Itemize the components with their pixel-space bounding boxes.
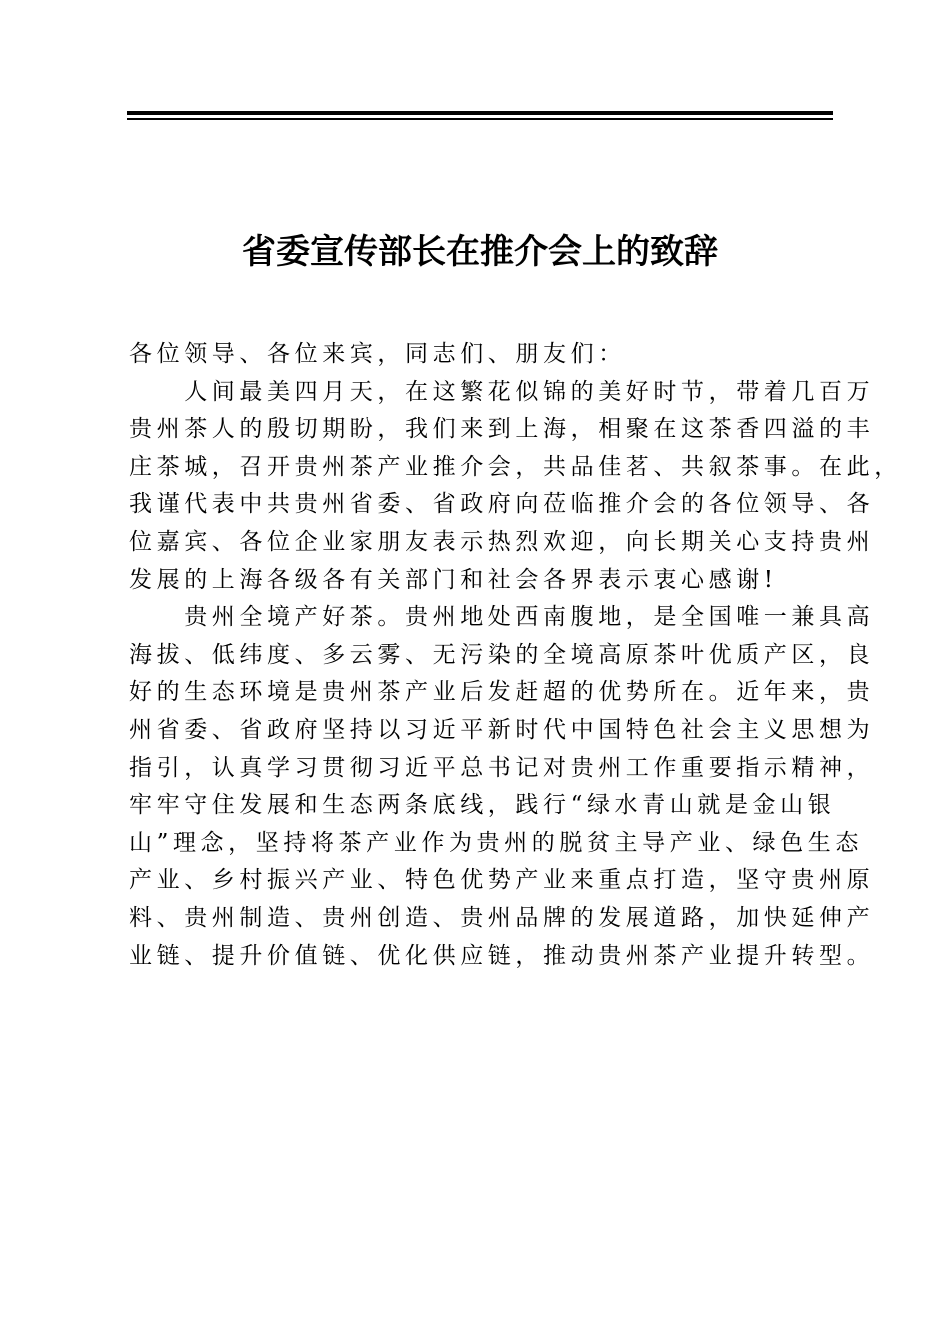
paragraph-line: 山”理念，坚持将茶产业作为贵州的脱贫主导产业、绿色生态 <box>129 829 863 856</box>
paragraph-line: 产业、乡村振兴产业、特色优势产业来重点打造，坚守贵州原 <box>129 867 875 894</box>
paragraph-line: 贵州茶人的殷切期盼，我们来到上海，相聚在这茶香四溢的丰 <box>129 416 875 443</box>
paragraph-line: 人间最美四月天，在这繁花似锦的美好时节，带着几百万 <box>129 378 875 405</box>
paragraph-2 <box>129 599 875 975</box>
document-title: 省委宣传部长在推介会上的致辞 <box>242 232 718 272</box>
paragraph-line: 指引，认真学习贯彻习近平总书记对贵州工作重要指示精神， <box>129 754 875 781</box>
paragraph-line: 发展的上海各级各有关部门和社会各界表示衷心感谢! <box>129 566 778 593</box>
paragraph-line: 庄茶城，召开贵州茶产业推介会，共品佳茗、共叙茶事。在此， <box>129 453 902 480</box>
paragraph-line: 业链、提升价值链、优化供应链，推动贵州茶产业提升转型。 <box>129 942 875 969</box>
paragraph-line: 牢牢守住发展和生态两条底线，践行“绿水青山就是金山银 <box>129 792 836 819</box>
paragraph-line: 位嘉宾、各位企业家朋友表示热烈欢迎，向长期关心支持贵州 <box>129 528 875 555</box>
paragraph-line: 州省委、省政府坚持以习近平新时代中国特色社会主义思想为 <box>129 716 875 743</box>
paragraph-line: 我谨代表中共贵州省委、省政府向莅临推介会的各位领导、各 <box>129 491 875 518</box>
paragraph-line: 好的生态环境是贵州茶产业后发赶超的优势所在。近年来，贵 <box>129 679 875 706</box>
salutation: 各位领导、各位来宾，同志们、朋友们： <box>129 341 626 367</box>
paragraph-line: 料、贵州制造、贵州创造、贵州品牌的发展道路，加快延伸产 <box>129 904 875 931</box>
header-rule-thick <box>127 111 833 115</box>
document-body <box>129 336 902 975</box>
paragraph-line: 海拔、低纬度、多云雾、无污染的全境高原茶叶优质产区，良 <box>129 641 875 668</box>
paragraph-1 <box>129 374 902 600</box>
header-rule-thin <box>127 118 833 120</box>
paragraph-line: 贵州全境产好茶。贵州地处西南腹地，是全国唯一兼具高 <box>129 604 875 631</box>
